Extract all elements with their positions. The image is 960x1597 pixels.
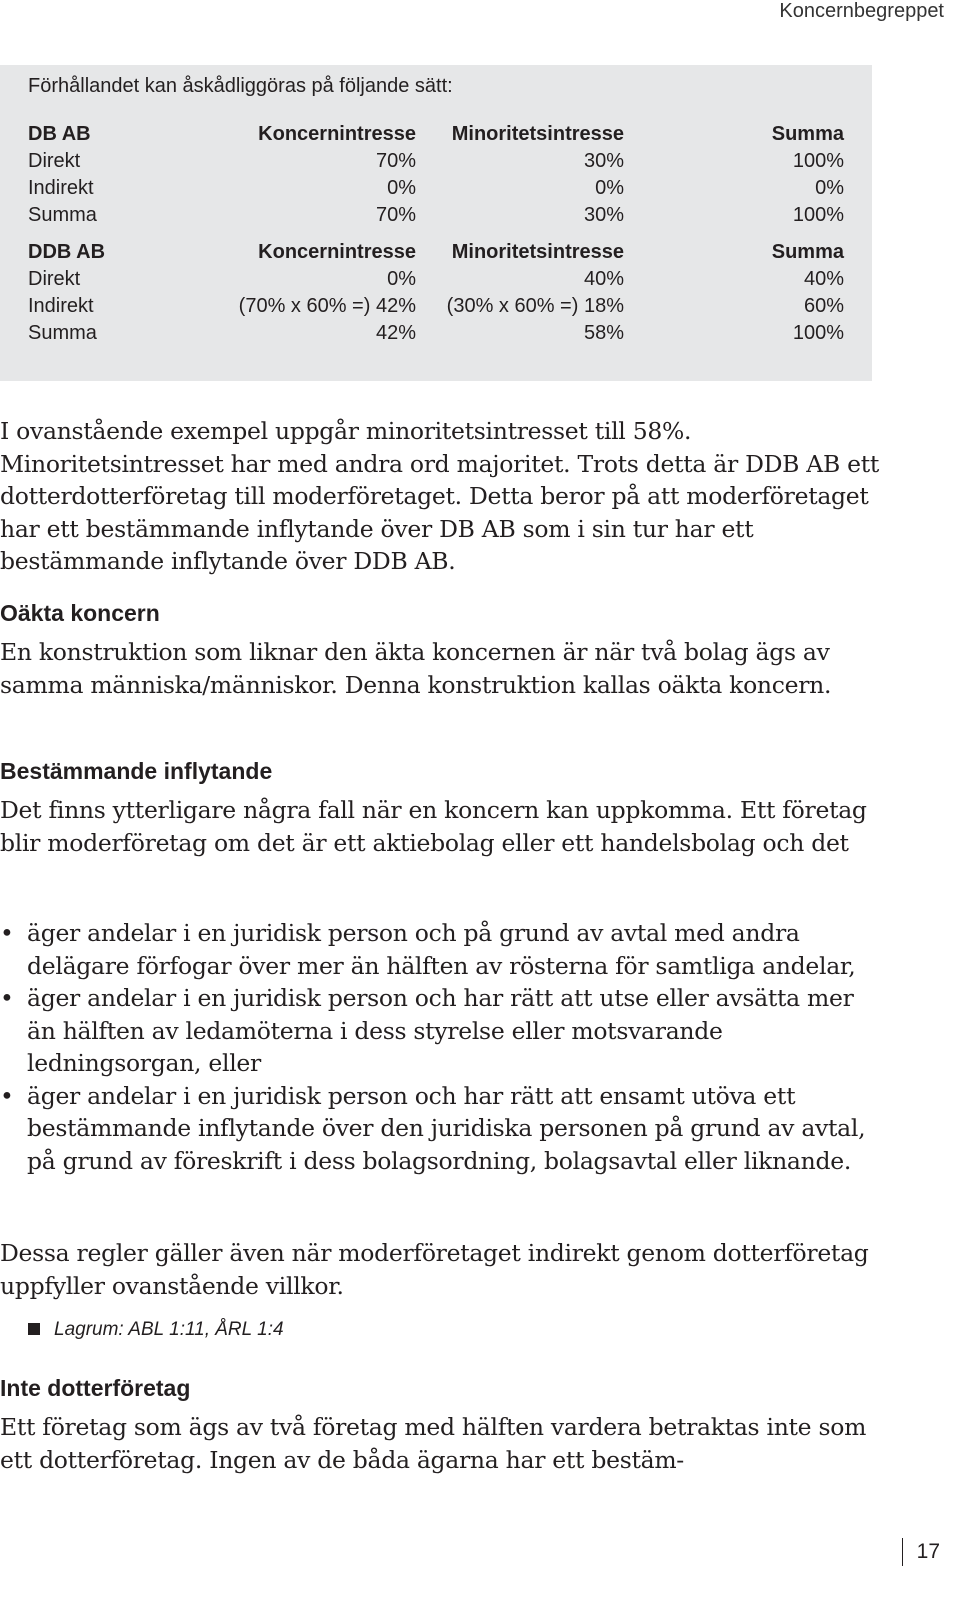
table-cell: 100% bbox=[792, 204, 844, 226]
table-header-cell: Minoritetsintresse bbox=[451, 123, 624, 145]
box-intro: Förhållandet kan åskådliggöras på följande sätt: bbox=[28, 75, 453, 97]
example-box bbox=[0, 65, 872, 381]
table-cell: 0% bbox=[815, 177, 844, 199]
square-bullet-icon bbox=[28, 1323, 40, 1335]
table-header-cell: DDB AB bbox=[28, 241, 106, 263]
table-cell: 40% bbox=[803, 268, 844, 290]
table-cell: 30% bbox=[583, 150, 624, 172]
table-cell: 42% bbox=[375, 322, 416, 344]
table-cell: 70% bbox=[375, 150, 416, 172]
table-row bbox=[28, 266, 844, 293]
bullet-icon: • bbox=[0, 919, 14, 947]
heading-inte-dotterforetag: Inte dotterföretag bbox=[0, 1375, 191, 1401]
bullet-icon: • bbox=[0, 1081, 14, 1110]
table-header-cell: Koncernintresse bbox=[258, 123, 416, 145]
table-row bbox=[28, 202, 844, 229]
table-row bbox=[28, 320, 844, 347]
table-cell: 0% bbox=[595, 177, 624, 199]
table-cell: (30% x 60% =) 18% bbox=[446, 295, 624, 317]
table-cell: Direkt bbox=[28, 150, 81, 172]
heading-bestammande-inflytande: Bestämmande inflytande bbox=[0, 758, 273, 784]
list-item-text: äger andelar i en juridisk person och har rätt att ensamt utöva ett bestämmande inflytande över den juridiska personen på grund av avtal, på grund av föreskrift i dess bolagsordning, bolagsavtal eller liknande. bbox=[27, 1081, 866, 1175]
ownership-table-db bbox=[28, 121, 844, 229]
table-header-cell: DB AB bbox=[28, 123, 91, 145]
ownership-table-ddb bbox=[28, 239, 844, 347]
table-cell: 30% bbox=[583, 204, 624, 226]
table-header-cell: Minoritetsintresse bbox=[451, 241, 624, 263]
paragraph-bestammande: Det finns ytterligare några fall när en koncern kan uppkomma. Ett företag blir moderföretag om det är ett aktiebolag eller ett handelsbolag och det bbox=[0, 796, 867, 857]
page-number: 17 bbox=[902, 1538, 940, 1566]
running-head: Koncernbegreppet bbox=[779, 0, 944, 22]
table-cell: 0% bbox=[387, 177, 416, 199]
table-cell: 70% bbox=[375, 204, 416, 226]
list-item-text: äger andelar i en juridisk person och på grund av avtal med andra delägare förfogar över mer än hälften av rösterna för samtliga andelar, bbox=[27, 919, 856, 980]
table-cell: Summa bbox=[28, 204, 97, 226]
legal-reference-text: Lagrum: ABL 1:11, ÅRL 1:4 bbox=[54, 1319, 284, 1340]
list-item bbox=[0, 982, 880, 1080]
table-cell: 40% bbox=[583, 268, 624, 290]
table-cell: Indirekt bbox=[28, 177, 94, 199]
table-row bbox=[28, 148, 844, 175]
bullet-icon: • bbox=[0, 984, 14, 1012]
heading-oakta-koncern: Oäkta koncern bbox=[0, 600, 160, 626]
table-cell: 58% bbox=[583, 322, 624, 344]
list-item bbox=[0, 1080, 880, 1178]
legal-reference bbox=[28, 1319, 284, 1341]
table-header-row bbox=[28, 121, 844, 148]
table-header-cell: Summa bbox=[771, 241, 844, 263]
table-cell: 100% bbox=[792, 150, 844, 172]
table-cell: Direkt bbox=[28, 268, 81, 290]
paragraph-minority: I ovanstående exempel uppgår minoritetsintresset till 58%. Minoritetsintresset har med andra ord majoritet. Trots detta är DDB AB ett dotterdotterföretag till moderföretaget. Detta beror på att moderföretaget har ett bestämmande inflytande över DB AB som i sin tur har ett bestämmande inflytande över DDB AB. bbox=[0, 417, 879, 575]
table-cell: Summa bbox=[28, 322, 97, 344]
paragraph-oakta-koncern: En konstruktion som liknar den äkta koncernen är när två bolag ägs av samma människa/människor. Denna konstruktion kallas oäkta koncern. bbox=[0, 638, 832, 699]
list-item-text: äger andelar i en juridisk person och har rätt att utse eller avsätta mer än hälften av ledamöterna i dess styrelse eller motsvarande ledningsorgan, eller bbox=[27, 984, 854, 1077]
table-cell: 100% bbox=[792, 322, 844, 344]
table-header-cell: Koncernintresse bbox=[258, 241, 416, 263]
paragraph-dessa-regler: Dessa regler gäller även när moderföretaget indirekt genom dotterföretag uppfyller ovanstående villkor. bbox=[0, 1239, 869, 1300]
table-header-cell: Summa bbox=[771, 123, 844, 145]
table-cell: (70% x 60% =) 42% bbox=[238, 295, 416, 317]
paragraph-inte-dotterforetag: Ett företag som ägs av två företag med hälften vardera betraktas inte som ett dotterföretag. Ingen av de båda ägarna har ett bestäm- bbox=[0, 1413, 867, 1474]
bullet-list bbox=[0, 917, 880, 1177]
table-row bbox=[28, 293, 844, 320]
table-header-row bbox=[28, 239, 844, 266]
table-cell: 0% bbox=[387, 268, 416, 290]
table-row bbox=[28, 175, 844, 202]
list-item bbox=[0, 917, 880, 982]
table-cell: Indirekt bbox=[28, 295, 94, 317]
table-cell: 60% bbox=[803, 295, 844, 317]
